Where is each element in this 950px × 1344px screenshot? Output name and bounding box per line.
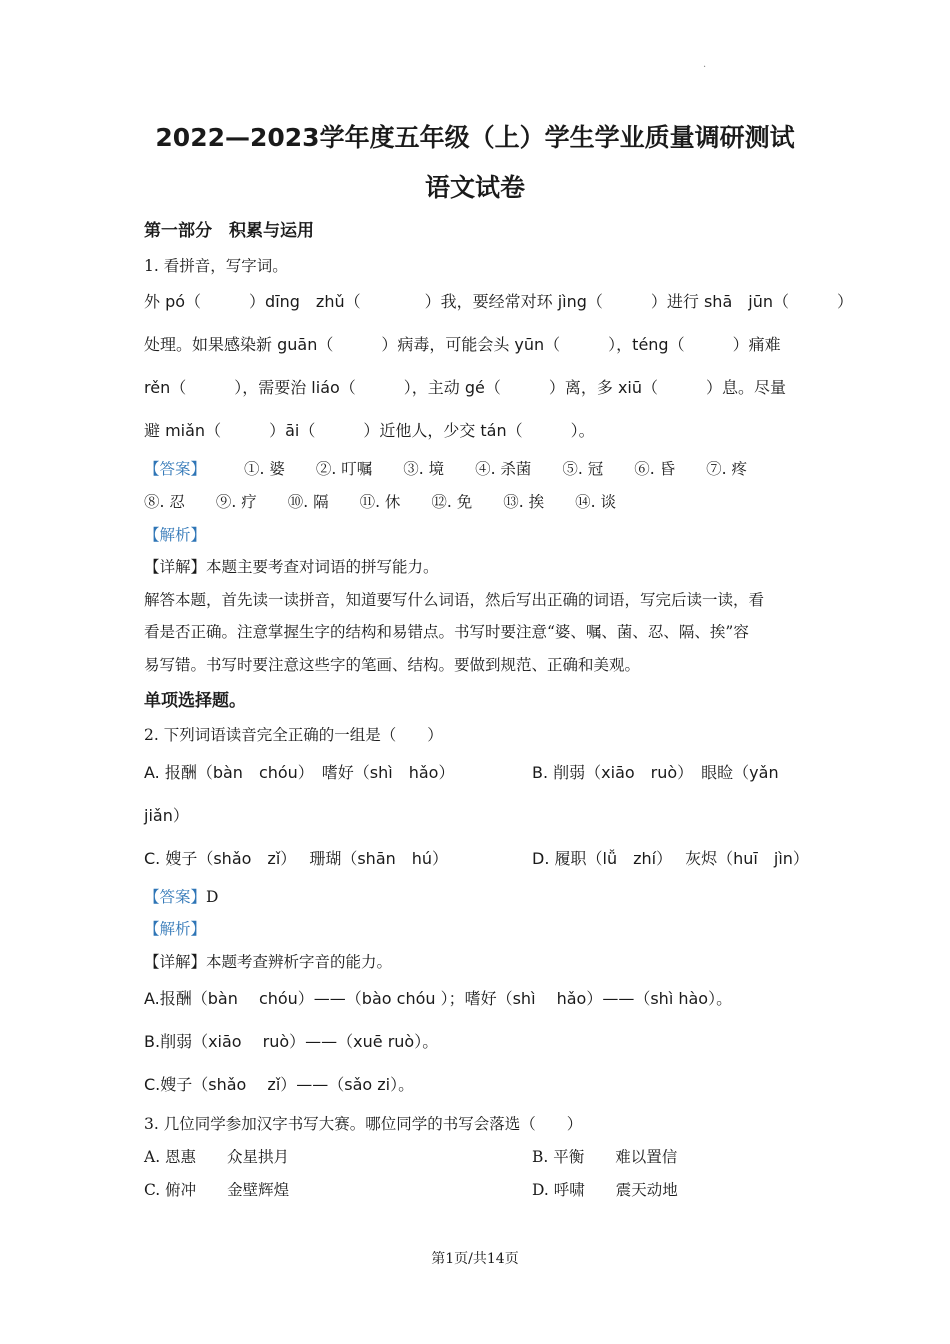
- q2-analysis-label: 【解析】: [144, 920, 207, 938]
- q3-option-a: A. 恩惠 众星拱月: [144, 1148, 290, 1166]
- q2-answer: [144, 885, 218, 907]
- page-footer: 第1页/共14页: [431, 1251, 519, 1267]
- q2-option-a: A. 报酬（bàn chóu） 嗜好（shì hǎo）: [144, 763, 455, 782]
- q1-line3: rěn（ ），需要治 liáo（ ），主动 gé（ ）离，多 xiū（ ）息。尽量: [144, 378, 787, 397]
- q1-detail: 【详解】本题主要考查对词语的拼写能力。: [144, 558, 439, 576]
- q1-explain-3: 易写错。书写时要注意这些字的笔画、结构。要做到规范、正确和美观。: [144, 656, 641, 674]
- q1-analysis-label: 【解析】: [144, 526, 207, 544]
- part2-heading: 单项选择题。: [144, 691, 246, 711]
- q1-line2: 处理。如果感染新 guān（ ）病毒，可能会头 yūn（ ），téng（ ）痛难: [144, 335, 781, 354]
- q2-option-b: B. 削弱（xiāo ruò） 眼睑（yǎn: [532, 763, 779, 782]
- header-mark: ·: [703, 62, 707, 73]
- q1-line1: 外 pó（ ）dīng zhǔ（ ）我，要经常对环 jìng（ ）进行 shā jūn（ ）: [144, 292, 853, 311]
- q2-option-c: C. 嫂子（shǎo zǐ） 珊瑚（shān hú）: [144, 849, 449, 868]
- q2-explain-b: B.削弱（xiāo ruò）——（xuē ruò）。: [144, 1032, 439, 1051]
- q1-explain-1: 解答本题，首先读一读拼音，知道要写什么词语，然后写出正确的词语，写完后读一读，看: [144, 591, 765, 609]
- q1-answers-row2: ⑧. 忍 ⑨. 疗 ⑩. 隔 ⑪. 休 ⑫. 免 ⑬. 挨 ⑭. 谈: [144, 493, 616, 511]
- q2-answer-label: 【答案】: [144, 888, 207, 906]
- q3-stem: 3. 几位同学参加汉字书写大赛。哪位同学的书写会落选（ ）: [144, 1115, 583, 1133]
- q1-explain-2: 看是否正确。注意掌握生字的结构和易错点。书写时要注意“婆、嘱、菌、忍、隔、挨”容: [144, 623, 749, 641]
- q2-detail: 【详解】本题考查辨析字音的能力。: [144, 953, 393, 971]
- q1-stem: 1. 看拼音，写字词。: [144, 257, 288, 275]
- q2-stem: 2. 下列词语读音完全正确的一组是（ ）: [144, 726, 443, 744]
- part1-heading: 第一部分 积累与运用: [144, 221, 314, 241]
- q3-option-b: B. 平衡 难以置信: [532, 1148, 678, 1166]
- q1-line4: 避 miǎn（ ）āi（ ）近他人，少交 tán（ ）。: [144, 421, 595, 440]
- page-title: 2022—2023学年度五年级（上）学生学业质量调研测试: [155, 123, 795, 152]
- q1-answer-label: 【答案】: [144, 460, 207, 478]
- q3-option-d: D. 呼啸 震天动地: [532, 1181, 678, 1199]
- q1-answers-row1: ①. 婆 ②. 叮嘱 ③. 境 ④. 杀菌 ⑤. 冠 ⑥. 昏 ⑦. 疼: [244, 460, 747, 478]
- page-subtitle: 语文试卷: [424, 173, 525, 202]
- q3-option-c: C. 俯冲 金壁辉煌: [144, 1181, 290, 1199]
- q2-explain-c: C.嫂子（shǎo zǐ）——（sǎo zi）。: [144, 1075, 415, 1094]
- q2-explain-a: A.报酬（bàn chóu）——（bào chóu ）；嗜好（shì hǎo）——（shì hào）。: [144, 989, 733, 1008]
- q2-option-d: D. 履职（lǚ zhí） 灰烬（huī jìn）: [532, 849, 809, 868]
- q2-answer-value: D: [206, 888, 219, 906]
- q2-option-b-cont: jiǎn）: [144, 806, 189, 825]
